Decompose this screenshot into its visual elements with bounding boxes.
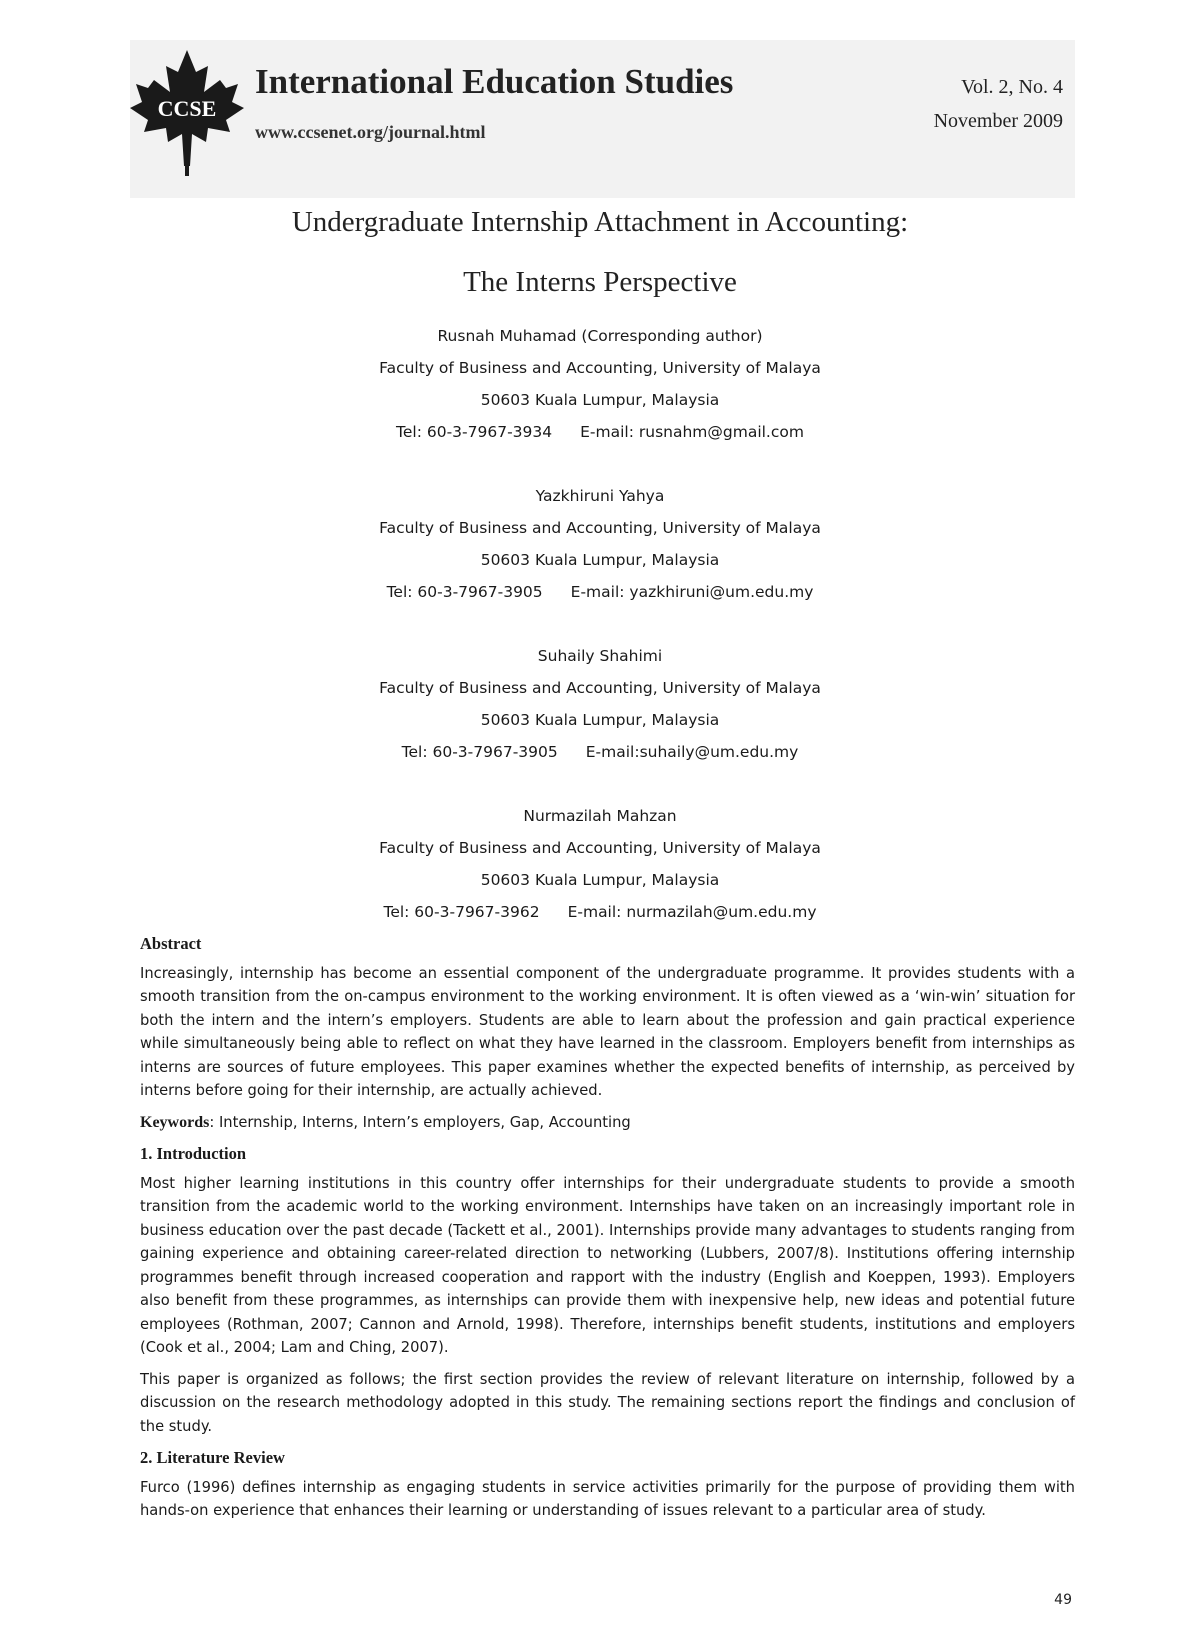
- introduction-paragraph: This paper is organized as follows; the first section provides the review of relevant literature on internship, followed by a discussion on the research methodology adopted in this study. The remaining sections report the findings and conclusion of the study.: [140, 1370, 1075, 1435]
- keywords-line: [140, 1111, 1075, 1135]
- author-list: [0, 320, 1200, 928]
- author-name: Yazkhiruni Yahya: [535, 487, 665, 505]
- author-name: Rusnah Muhamad (Corresponding author): [437, 327, 763, 345]
- author-affiliation: Faculty of Business and Accounting, University of Malaya: [379, 839, 821, 857]
- author-contact: [0, 736, 1200, 768]
- journal-date: November 2009: [933, 110, 1063, 132]
- author-address: 50603 Kuala Lumpur, Malaysia: [480, 711, 720, 729]
- author-name: Suhaily Shahimi: [537, 647, 663, 665]
- author-affiliation: Faculty of Business and Accounting, University of Malaya: [379, 679, 821, 697]
- author-tel: Tel: 60-3-7967-3962: [383, 903, 540, 921]
- author-affiliation: Faculty of Business and Accounting, University of Malaya: [379, 359, 821, 377]
- paper-body: [140, 932, 1075, 1531]
- paper-title-line2: The Interns Perspective: [463, 266, 737, 298]
- keywords-text: : Internship, Interns, Intern’s employers, Gap, Accounting: [209, 1113, 631, 1131]
- introduction-heading: 1. Introduction: [140, 1144, 247, 1163]
- author-tel: Tel: 60-3-7967-3934: [396, 423, 553, 441]
- logo-text: CCSE: [157, 96, 217, 121]
- author-email[interactable]: E-mail:suhaily@um.edu.my: [585, 743, 799, 761]
- author-block: [0, 480, 1200, 608]
- abstract-heading: Abstract: [140, 934, 202, 953]
- paper-title-line1: Undergraduate Internship Attachment in Accounting:: [291, 206, 909, 238]
- author-contact: [0, 576, 1200, 608]
- author-tel: Tel: 60-3-7967-3905: [401, 743, 558, 761]
- keywords-label: Keywords: [140, 1113, 210, 1131]
- author-email[interactable]: E-mail: yazkhiruni@um.edu.my: [570, 583, 814, 601]
- journal-header: [130, 40, 1075, 198]
- author-address: 50603 Kuala Lumpur, Malaysia: [480, 551, 720, 569]
- author-name: Nurmazilah Mahzan: [523, 807, 677, 825]
- author-address: 50603 Kuala Lumpur, Malaysia: [480, 391, 720, 409]
- author-email[interactable]: E-mail: nurmazilah@um.edu.my: [567, 903, 817, 921]
- author-affiliation: Faculty of Business and Accounting, University of Malaya: [379, 519, 821, 537]
- abstract-text: Increasingly, internship has become an essential component of the undergraduate programme. It provides students with a smooth transition from the on-campus environment to the working environment. It is often viewed as a ‘win-win’ situation for both the intern and the intern’s employers. Students are able to learn about the profession and gain practical experience while simultaneously being able to reflect on what they have learned in the classroom. Employers benefit from internships as interns are sources of future employees. This paper examines whether the expected benefits of internship, as perceived by interns before going for their internship, are actually achieved.: [140, 964, 1075, 1099]
- author-block: [0, 320, 1200, 448]
- author-block: [0, 800, 1200, 928]
- literature-paragraph: Furco (1996) defines internship as engaging students in service activities primarily for the purpose of providing them with hands-on experience that enhances their learning or understanding of issues relevant to a particular area of study.: [140, 1478, 1075, 1519]
- author-contact: [0, 416, 1200, 448]
- author-email[interactable]: E-mail: rusnahm@gmail.com: [580, 423, 804, 441]
- author-address: 50603 Kuala Lumpur, Malaysia: [480, 871, 720, 889]
- ccse-maple-leaf-logo: [130, 46, 245, 176]
- journal-title: International Education Studies: [255, 62, 734, 101]
- journal-volume: Vol. 2, No. 4: [961, 76, 1063, 98]
- author-tel: Tel: 60-3-7967-3905: [386, 583, 543, 601]
- introduction-paragraph: Most higher learning institutions in this country offer internships for their undergraduate students to provide a smooth transition from the academic world to the working environment. Internships have taken on an increasingly important role in business education over the past decade (Tackett et al., 2001). Internships provide many advantages to students ranging from gaining experience and obtaining career-related direction to networking (Lubbers, 2007/8). Institutions offering internship programmes benefit through increased cooperation and rapport with the industry (English and Koeppen, 1993). Employers also benefit from these programmes, as internships can provide them with inexpensive help, new ideas and potential future employees (Rothman, 2007; Cannon and Arnold, 1998). Therefore, internships benefit students, institutions and employers (Cook et al., 2004; Lam and Ching, 2007).: [140, 1174, 1075, 1356]
- author-block: [0, 640, 1200, 768]
- literature-heading: 2. Literature Review: [140, 1448, 285, 1467]
- journal-url[interactable]: www.ccsenet.org/journal.html: [255, 122, 486, 142]
- page-number: 49: [1054, 1592, 1072, 1608]
- author-contact: [0, 896, 1200, 928]
